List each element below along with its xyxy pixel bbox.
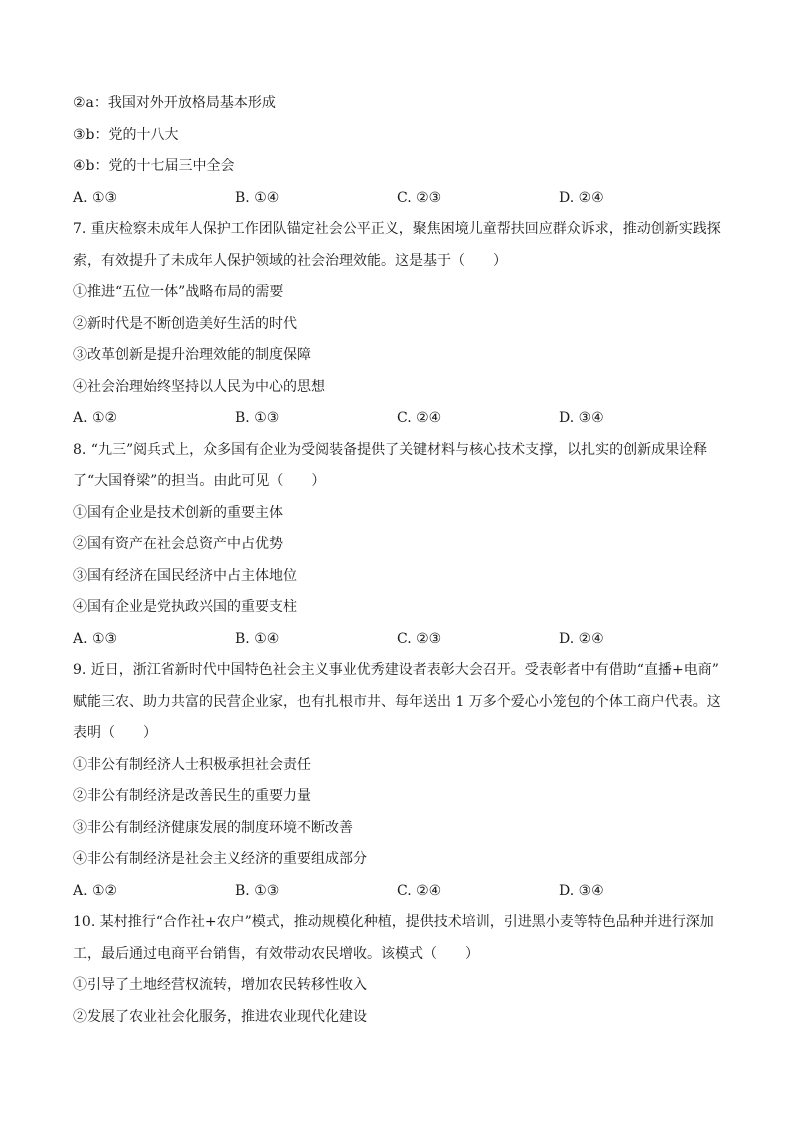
- q9-stem-line-3: 表明（ ）: [73, 725, 157, 741]
- q8-option-4: ④国有企业是党执政兴国的重要支柱: [73, 599, 297, 615]
- q7-choices: [73, 407, 733, 429]
- q9-choice-d: D. ③④: [559, 882, 604, 899]
- q8-option-2: ②国有资产在社会总资产中占优势: [73, 536, 283, 552]
- q6-choice-b: B. ①④: [235, 189, 280, 206]
- q8-choice-b: B. ①④: [235, 630, 280, 647]
- q7-option-2: ②新时代是不断创造美好生活的时代: [73, 315, 297, 332]
- q8-choices: [73, 628, 733, 650]
- q9-option-3: ③非公有制经济健康发展的制度环境不断改善: [73, 819, 353, 836]
- q7-choice-c: C. ②④: [397, 410, 442, 426]
- q8-choice-c: C. ②③: [397, 630, 442, 647]
- q6-option-2: ②a：我国对外开放格局基本形成: [73, 95, 276, 111]
- q6-choices: [73, 187, 733, 209]
- q8-choice-d: D. ②④: [559, 630, 604, 647]
- q7-choice-d: D. ③④: [559, 410, 604, 426]
- q9-choice-c: C. ②④: [397, 882, 442, 899]
- q8-stem-line-2: 了“大国脊梁”的担当。由此可见（ ）: [73, 473, 326, 489]
- q10-stem-line-2: 工，最后通过电商平台销售，有效带动农民增收。该模式（ ）: [73, 945, 479, 962]
- q6-option-4: ④b：党的十七届三中全会: [73, 158, 235, 174]
- q8-option-3: ③国有经济在国民经济中占主体地位: [73, 567, 297, 584]
- q9-option-4: ④非公有制经济是社会主义经济的重要组成部分: [73, 851, 367, 867]
- q7-stem-line-1: 7. 重庆检察未成年人保护工作团队锚定社会公平正义，聚焦困境儿童帮扶回应群众诉求，推动创新实践探: [73, 221, 721, 237]
- q7-choice-b: B. ①③: [235, 410, 280, 426]
- q7-option-1: ①推进“五位一体”战略布局的需要: [73, 284, 284, 300]
- q9-stem-line-2: 赋能三农、助力共富的民营企业家，也有扎根市井、每年送出 1 万多个爱心小笼包的个体工商户代表。这: [73, 693, 721, 710]
- q10-option-2: ②发展了农业社会化服务，推进农业现代化建设: [73, 1008, 367, 1025]
- q9-stem-line-1: 9. 近日，浙江省新时代中国特色社会主义事业优秀建设者表彰大会召开。受表彰者中有借助“直播+电商”: [73, 662, 719, 678]
- q8-choice-a: A. ①③: [73, 630, 118, 647]
- q6-choice-a: A. ①③: [73, 189, 118, 206]
- q8-option-1: ①国有企业是技术创新的重要主体: [73, 504, 283, 521]
- q9-option-2: ②非公有制经济是改善民生的重要力量: [73, 788, 311, 804]
- q10-option-1: ①引导了土地经营权流转，增加农民转移性收入: [73, 977, 367, 993]
- q9-choice-a: A. ①②: [73, 882, 118, 899]
- q9-option-1: ①非公有制经济人士积极承担社会责任: [73, 756, 311, 773]
- q10-stem-line-1: 10. 某村推行“合作社+农户”模式，推动规模化种植，提供技术培训，引进黑小麦等特色品种并进行深加: [73, 914, 714, 930]
- q7-option-3: ③改革创新是提升治理效能的制度保障: [73, 347, 311, 363]
- document-page: [73, 92, 733, 1037]
- q6-option-3: ③b：党的十八大: [73, 126, 179, 143]
- q9-choice-b: B. ①③: [235, 882, 280, 899]
- q7-stem-line-2: 索，有效提升了未成年人保护领域的社会治理效能。这是基于（ ）: [73, 252, 507, 269]
- q7-option-4: ④社会治理始终坚持以人民为中心的思想: [73, 378, 325, 395]
- q9-choices: [73, 880, 733, 902]
- q7-choice-a: A. ①②: [73, 410, 118, 426]
- q6-choice-c: C. ②③: [397, 189, 442, 206]
- q8-stem-line-1: 8. “九三”阅兵式上，众多国有企业为受阅装备提供了关键材料与核心技术支撑，以扎实的创新成果诠释: [73, 441, 708, 458]
- q6-choice-d: D. ②④: [559, 189, 604, 206]
